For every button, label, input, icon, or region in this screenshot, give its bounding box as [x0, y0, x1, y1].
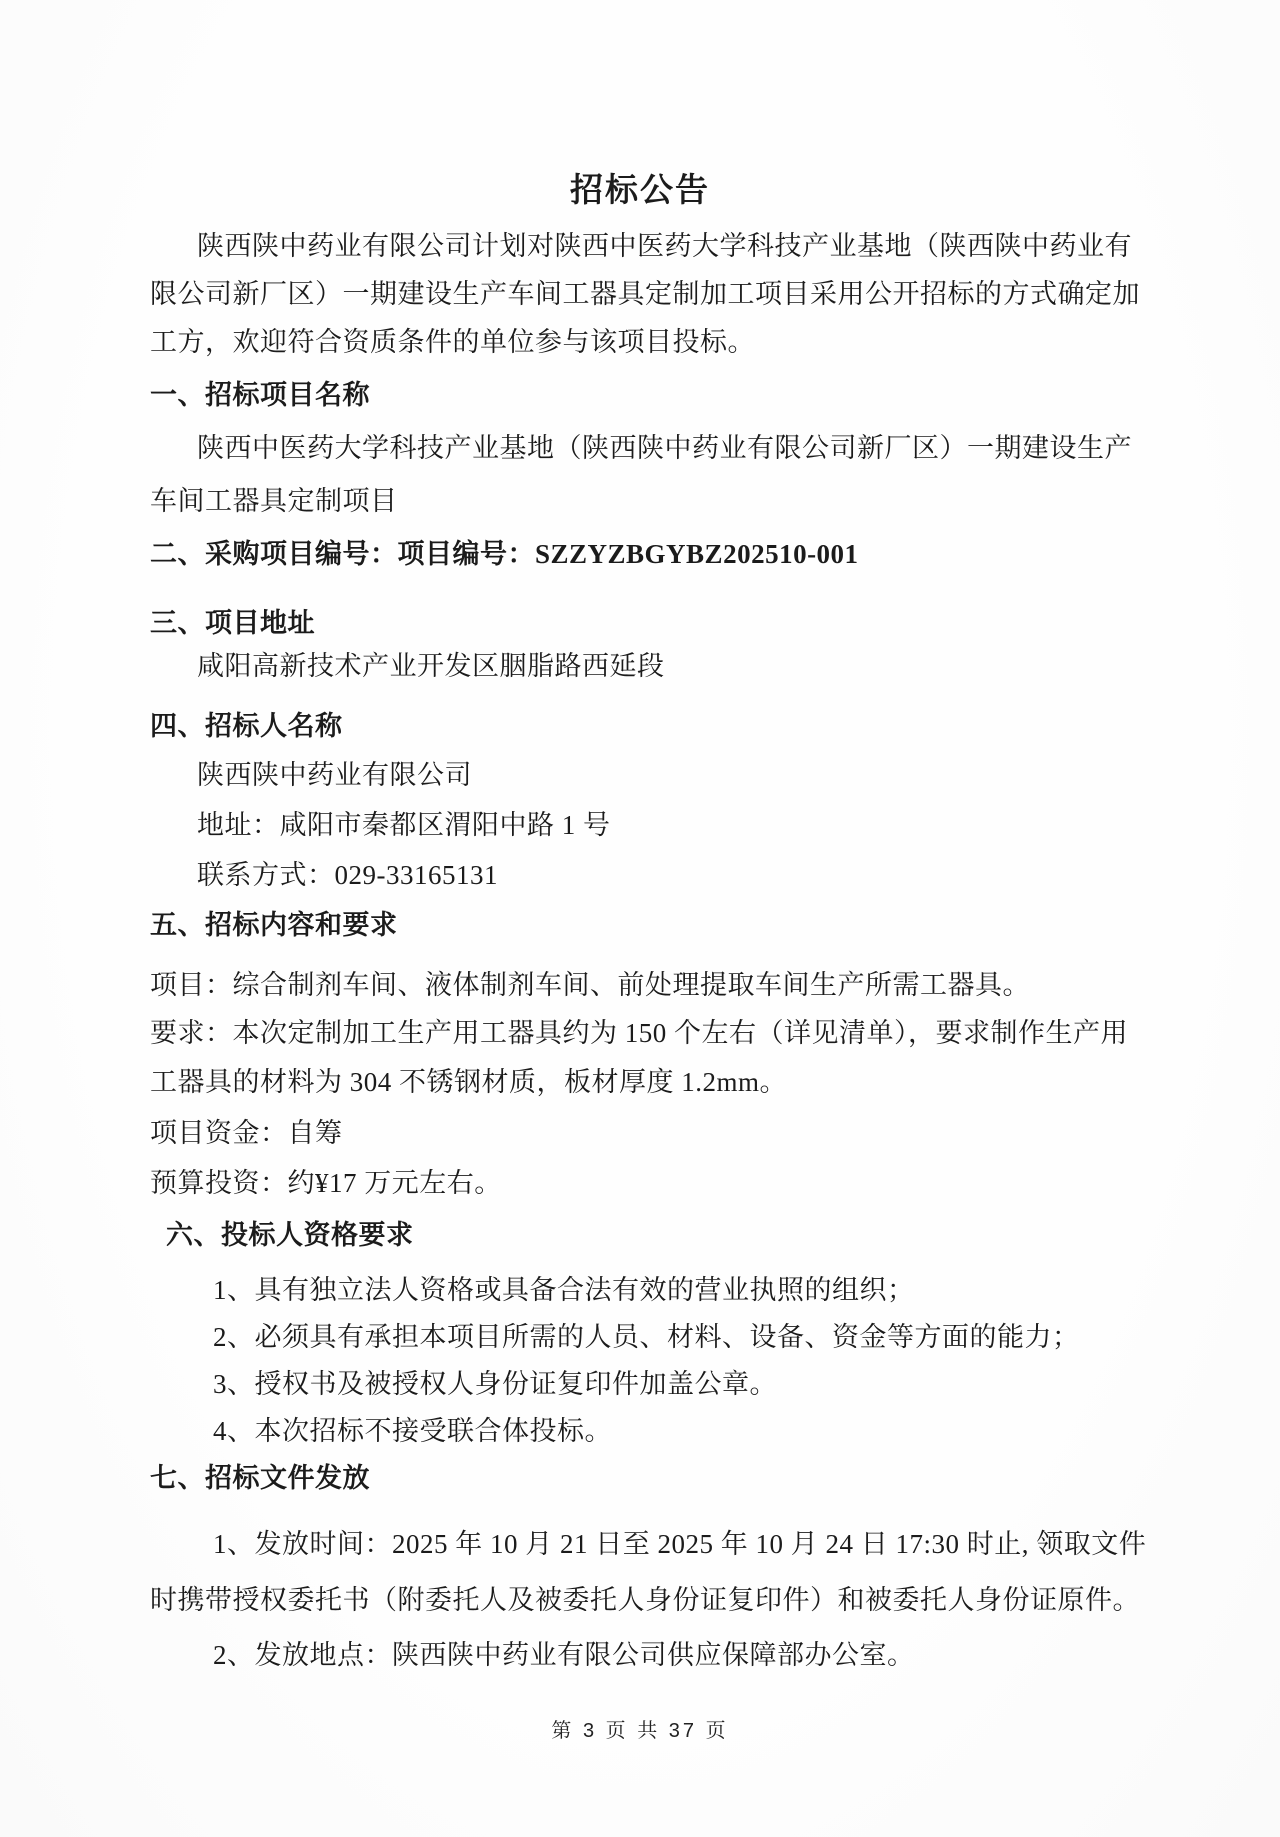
section-1-line-2: 车间工器具定制项目	[150, 486, 398, 516]
section-5-heading: 五、招标内容和要求	[150, 910, 398, 940]
section-4-line-1: 陕西陕中药业有限公司	[197, 760, 472, 790]
intro-line-1: 陕西陕中药业有限公司计划对陕西中医药大学科技产业基地（陕西陕中药业有	[197, 231, 1132, 261]
section-6-item-4: 4、本次招标不接受联合体投标。	[213, 1416, 612, 1446]
page-number: 第 3 页 共 37 页	[551, 1720, 729, 1742]
section-4-line-3: 联系方式：029-33165131	[197, 860, 498, 890]
section-5-line-4: 项目资金：自筹	[150, 1118, 343, 1148]
intro-line-2: 限公司新厂区）一期建设生产车间工器具定制加工项目采用公开招标的方式确定加	[150, 279, 1140, 309]
document-title: 招标公告	[570, 173, 710, 209]
section-7-line-3: 2、发放地点：陕西陕中药业有限公司供应保障部办公室。	[213, 1640, 915, 1670]
section-3-line-1: 咸阳高新技术产业开发区胭脂路西延段	[197, 651, 665, 681]
section-1-heading: 一、招标项目名称	[150, 380, 370, 410]
section-5-line-2: 要求：本次定制加工生产用工器具约为 150 个左右（详见清单），要求制作生产用	[150, 1018, 1128, 1048]
section-6-heading: 六、投标人资格要求	[166, 1220, 414, 1250]
intro-line-3: 工方，欢迎符合资质条件的单位参与该项目投标。	[150, 327, 755, 357]
section-7-line-1: 1、发放时间：2025 年 10 月 21 日至 2025 年 10 月 24 日 17:30 时止, 领取文件	[213, 1529, 1147, 1559]
section-6-item-1: 1、具有独立法人资格或具备合法有效的营业执照的组织；	[213, 1275, 915, 1305]
section-7-heading: 七、招标文件发放	[150, 1463, 370, 1493]
section-5-line-5: 预算投资：约¥17 万元左右。	[150, 1168, 502, 1198]
section-3-heading: 三、项目地址	[150, 608, 315, 638]
section-6-item-2: 2、必须具有承担本项目所需的人员、材料、设备、资金等方面的能力；	[213, 1322, 1080, 1352]
section-2-heading: 二、采购项目编号：项目编号：SZZYZBGYBZ202510-001	[150, 539, 859, 569]
section-1-line-1: 陕西中医药大学科技产业基地（陕西陕中药业有限公司新厂区）一期建设生产	[197, 433, 1132, 463]
section-5-line-1: 项目：综合制剂车间、液体制剂车间、前处理提取车间生产所需工器具。	[150, 970, 1030, 1000]
section-6-item-3: 3、授权书及被授权人身份证复印件加盖公章。	[213, 1369, 777, 1399]
section-5-line-3: 工器具的材料为 304 不锈钢材质，板材厚度 1.2mm。	[150, 1067, 788, 1097]
section-7-line-2: 时携带授权委托书（附委托人及被委托人身份证复印件）和被委托人身份证原件。	[150, 1585, 1140, 1615]
section-4-heading: 四、招标人名称	[150, 711, 343, 741]
section-4-line-2: 地址：咸阳市秦都区渭阳中路 1 号	[197, 810, 611, 840]
